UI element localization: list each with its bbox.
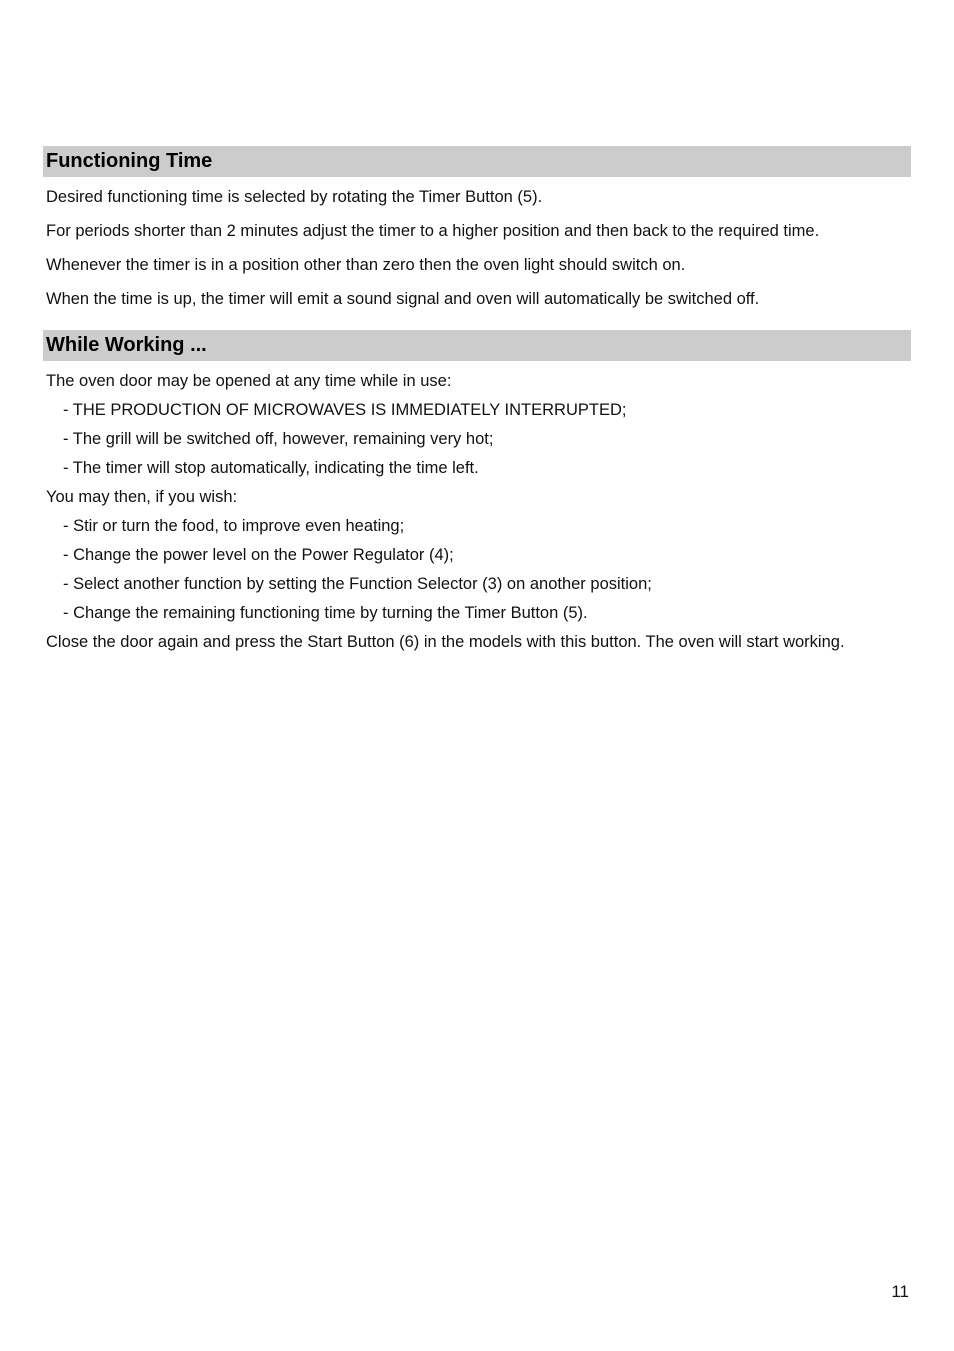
page-number: 11 bbox=[891, 1282, 909, 1301]
list-item: - Select another function by setting the Function Selector (3) on another position; bbox=[63, 575, 652, 593]
section-heading: While Working ... bbox=[43, 330, 911, 361]
list-item: - The timer will stop automatically, indicating the time left. bbox=[63, 459, 479, 477]
paragraph: For periods shorter than 2 minutes adjust the timer to a higher position and then back to the required time. bbox=[46, 222, 820, 240]
list-item: - Stir or turn the food, to improve even heating; bbox=[63, 517, 405, 535]
paragraph: The oven door may be opened at any time while in use: bbox=[46, 372, 452, 390]
document-page bbox=[43, 146, 911, 654]
bullet-list bbox=[43, 398, 911, 480]
bullet-list bbox=[43, 514, 911, 625]
list-item: - THE PRODUCTION OF MICROWAVES IS IMMEDIATELY INTERRUPTED; bbox=[63, 401, 627, 419]
section-heading: Functioning Time bbox=[43, 146, 911, 177]
section-functioning-time bbox=[43, 146, 911, 311]
paragraph: Close the door again and press the Start Button (6) in the models with this button. The oven will start working. bbox=[46, 633, 845, 651]
section-while-working bbox=[43, 330, 911, 654]
paragraph: You may then, if you wish: bbox=[46, 488, 238, 506]
paragraph: When the time is up, the timer will emit a sound signal and oven will automatically be switched off. bbox=[46, 290, 760, 308]
list-item: - Change the remaining functioning time by turning the Timer Button (5). bbox=[63, 604, 588, 622]
list-item: - The grill will be switched off, however, remaining very hot; bbox=[63, 430, 494, 448]
paragraph: Desired functioning time is selected by rotating the Timer Button (5). bbox=[46, 188, 543, 206]
list-item: - Change the power level on the Power Regulator (4); bbox=[63, 546, 454, 564]
paragraph: Whenever the timer is in a position other than zero then the oven light should switch on. bbox=[46, 256, 686, 274]
